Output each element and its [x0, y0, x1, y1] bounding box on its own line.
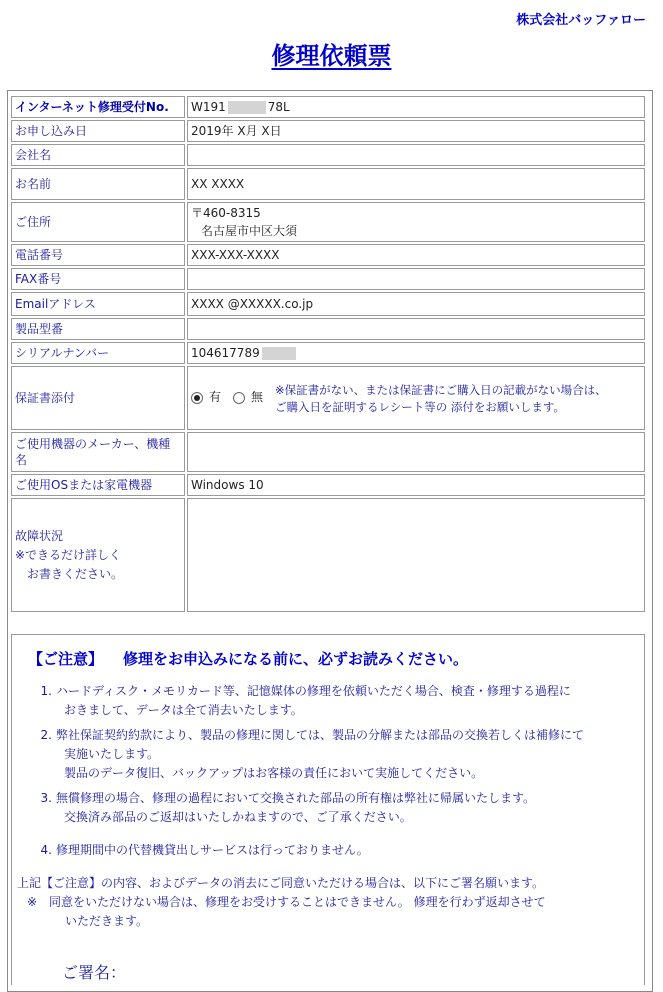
notice-item-4	[28, 841, 369, 860]
company-name: 株式会社バッファロー	[516, 13, 646, 28]
row-address	[11, 202, 645, 242]
warranty-option-yes-label: 有	[209, 390, 222, 404]
item-number: 3.	[40, 791, 52, 805]
serial-label: シリアルナンバー	[11, 342, 185, 364]
row-company	[11, 144, 645, 166]
receipt-field[interactable]	[187, 96, 645, 118]
row-fault	[11, 498, 645, 612]
notice-item-2	[28, 726, 584, 783]
notice-headline-text: 修理をお申込みになる前に、必ずお読みください。	[123, 650, 469, 668]
item-line: 実施いたします。	[64, 747, 160, 761]
model-label: 製品型番	[11, 318, 185, 340]
item-line: 弊社保証契約約款により、製品の修理に関しては、製品の分解または部品の交換若しくは補修にて	[56, 728, 585, 742]
maker-label: ご使用機器のメーカー、機種名	[11, 432, 185, 472]
row-os	[11, 474, 645, 496]
fault-label-line2: ※できるだけ詳しく	[15, 547, 122, 562]
fault-field[interactable]	[187, 498, 645, 612]
item-number: 1.	[40, 684, 52, 698]
os-label: ご使用OSまたは家電機器	[11, 474, 185, 496]
receipt-prefix: W191	[191, 100, 226, 114]
warranty-option-no[interactable]	[233, 388, 263, 406]
row-name	[11, 168, 645, 200]
row-maker	[11, 432, 645, 472]
item-line: 無償修理の場合、修理の過程において交換された部品の所有権は弊社に帰属いたします。	[56, 791, 536, 805]
item-number: 2.	[40, 728, 52, 742]
warranty-field	[187, 366, 645, 430]
maker-field[interactable]	[187, 432, 645, 472]
row-serial	[11, 342, 645, 364]
row-receipt	[11, 96, 645, 118]
notice-headline	[28, 648, 468, 669]
item-line: 修理期間中の代替機貸出しサービスは行っておりません。	[56, 843, 369, 857]
item-number: 4.	[40, 843, 52, 857]
row-fax	[11, 268, 645, 290]
os-field[interactable]: Windows 10	[187, 474, 645, 496]
fax-field[interactable]	[187, 268, 645, 290]
date-label: お申し込み日	[11, 120, 185, 142]
page-title: 修理依頼票	[271, 42, 392, 70]
warranty-note-line2: ご購入日を証明するレシート等の 添付をお願いします。	[275, 400, 565, 414]
row-date	[11, 120, 645, 142]
address-field[interactable]	[187, 202, 645, 242]
fault-label-line1: 故障状況	[15, 528, 64, 543]
company-label: 会社名	[11, 144, 185, 166]
warranty-option-no-label: 無	[251, 390, 264, 404]
date-field[interactable]: 2019年 X月 X日	[187, 120, 645, 142]
row-model	[11, 318, 645, 340]
notice-tag: 【ご注意】	[28, 650, 104, 668]
email-field[interactable]: XXXX @XXXXX.co.jp	[187, 292, 645, 316]
redacted-mask	[262, 347, 296, 360]
email-label: Emailアドレス	[11, 292, 185, 316]
agreement-line1: 上記【ご注意】の内容、およびデータの消去にご同意いただける場合は、以下にご署名願います。	[17, 876, 545, 890]
agreement-text	[17, 874, 546, 931]
row-email	[11, 292, 645, 316]
warranty-label: 保証書添付	[11, 366, 185, 430]
notice-item-1	[28, 682, 571, 720]
address-label: ご住所	[11, 202, 185, 242]
redacted-mask	[228, 101, 266, 114]
item-line: ハードディスク・メモリカード等、記憶媒体の修理を依頼いただく場合、検査・修理する過程に	[56, 684, 571, 698]
row-phone	[11, 244, 645, 266]
radio-unchecked-icon[interactable]	[233, 392, 245, 404]
fault-label	[11, 498, 185, 612]
agreement-line2: ※ 同意をいただけない場合は、修理をお受けすることはできません。 修理を行わず返却させて	[27, 895, 546, 909]
repair-form-table	[9, 94, 647, 614]
radio-checked-icon[interactable]	[191, 392, 203, 404]
serial-field[interactable]	[187, 342, 645, 364]
fault-label-line3: お書きください。	[27, 566, 124, 581]
item-line: おきまして、データは全て消去いたします。	[64, 703, 303, 717]
row-warranty	[11, 366, 645, 430]
notice-item-3	[28, 789, 535, 827]
receipt-label: インターネット修理受付No.	[11, 96, 185, 118]
name-field[interactable]: XX XXXX	[187, 168, 645, 200]
receipt-suffix: 78L	[267, 100, 290, 114]
agreement-line3: いただきます。	[65, 914, 149, 928]
address-line: 名古屋市中区大須	[201, 224, 298, 238]
warranty-note-line1: ※保証書がない、または保証書にご購入日の記載がない場合は、	[275, 383, 607, 397]
warranty-option-yes[interactable]	[191, 388, 221, 406]
serial-value: 104617789	[191, 346, 260, 360]
warranty-note	[275, 382, 610, 416]
postal-code: 〒460-8315	[191, 206, 261, 220]
name-label: お名前	[11, 168, 185, 200]
signature-label: ご署名：	[62, 963, 127, 982]
item-line: 交換済み部品のご返却はいたしかねますので、ご了承ください。	[64, 810, 412, 824]
phone-label: 電話番号	[11, 244, 185, 266]
model-field[interactable]	[187, 318, 645, 340]
fax-label: FAX番号	[11, 268, 185, 290]
item-line: 製品のデータ復旧、バックアップはお客様の責任において実施してください。	[64, 766, 484, 780]
company-field[interactable]	[187, 144, 645, 166]
phone-field[interactable]: XXX-XXX-XXXX	[187, 244, 645, 266]
